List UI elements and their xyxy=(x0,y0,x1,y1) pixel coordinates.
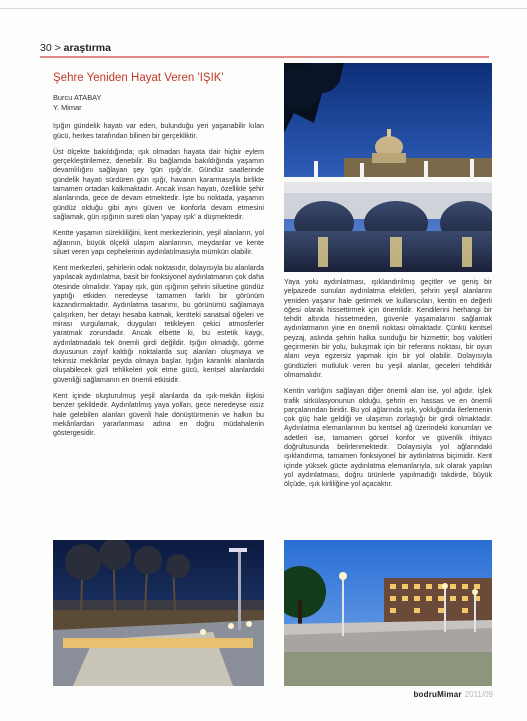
right-column xyxy=(284,278,492,497)
article-title: Şehre Yeniden Hayat Veren 'IŞIK' xyxy=(53,72,224,84)
paragraph: Üst ölçekte bakıldığında; ışık olmadan hayata dair hiçbir eylem gerçekleştirilemez, denebilir. Bu bağlamda bakıldığında yaşamın devamlılığını sağlayan şey 'gün ışığı'dır. Gündüz saatlerinde gündelik hayatı sürdüren gün ışığı, havanın kararmasıyla birlikte tamamen ortadan kalkmaktadır. Ancak insan hayatı, özellikle şehir alanlarında, gece de devam etmektedir. İşte bu noktada, yaşamın gündüz olduğu gibi aynı güven ve konforla devam etmesini sağlamak, gün ışığının sureti olan 'yapay ışık' a düşmektedir. xyxy=(53,147,264,221)
author-name: Burcu ATABAY xyxy=(53,93,102,103)
paragraph: Kent içinde oluşturulmuş yeşil alanlarda da ışık-mekân ilişkisi benzer şekildedir. Aydınlatılmış yaya yolları, gece neredeyse ıssız hale gelebilen alanları güvenli hale dönüştürmenin ve halkın bu mekânlardan yararlanması adına en doğru müdahalenin göstergesidir. xyxy=(53,392,264,438)
section-title: araştırma xyxy=(63,42,111,54)
top-rule xyxy=(0,8,527,9)
paragraph: Yaya yolu aydınlatması, ışıklandırılmış geçitler ve geniş bir yelpazede sunulan aydınlatma efektleri, şehrin yeşil alanlarını yeniden yaşanır hale getirmek ve kullanıcıları, kentin en değerli öğesi olarak hissettirmek için önemlidir. Kendilerini herhangi bir tehdit altında hissetmeden, güvenle yaşamalarını sağlamak aydınlatmanın yine en önemli noktası olmaktadır. Çünkü kentsel peyzaj, aslında şehrin halka sunduğu bir hizmettir; boş vakitleri geçirmenin bir yolu, buluşmak için bir referans noktası, bir oyun alanı veya egzersiz yapmak için bir yol olabilir. Dolayısıyla gündüzleri mutluluk veren bu yeşil alanlar, geceleri tehditkâr olmamalıdır. xyxy=(284,278,492,379)
paragraph: Kent merkezleri, şehirlerin odak noktasıdır, dolayısıyla bu alanlarda yapılacak aydınlatma, basit bir fonksiyonel aydınlatmanın çok daha ötesinde olmalıdır. Yapay ışık, gün ışığının şehrin siluetine gündüz yaptığı etkiden neredeyse tamamen farklı bir görünüm kazandırmaktadır. Aydınlatma tasarımı, bu görünümü sağlamaya çalışırken, her detayı hesaba katmak, kentteki sanatsal öğeleri ve mirası vurgulamak, duyguları tetikleyen çekici atmosferler yaratmak zorundadır. Ancak elbette ki, bu estetik kaygı, aydınlatmadaki tek önemli girdi değildir. Işığın olmadığı, görme duyusunun zayıf kaldığı noktalarda suç alanları oluşmaya ve tekinsiz mekânlar peyda olmaya başlar. Işığın karanlık alanlarda oluşabilecek gizli tehlikeleri yok etme gücü, kentsel alanlardaki güvenliği sağlamanın en önemli etkisidir. xyxy=(53,264,264,384)
page-footer xyxy=(413,690,493,699)
plaza-photo xyxy=(284,540,492,686)
author-block xyxy=(53,93,264,112)
author-title: Y. Mimar xyxy=(53,102,82,112)
paragraph: Işığın gündelik hayatı var eden, bulunduğu yeri yaşanabilir kılan gücü, herkes tarafından bilinen bir gerçekliktir. xyxy=(53,122,264,140)
header-separator: > xyxy=(54,42,61,54)
paragraph: Kentte yaşamın sürekliliğini, kent merkezlerinin, yeşil alanların, yol ağlarının, büyük ölçekli ulaşım alanlarının, meydanlar ve kente siluet veren yapı cephelerinin aydınlatılmasıyla mümkün olabilir. xyxy=(53,229,264,256)
bridge-photo xyxy=(284,63,492,272)
paragraph: Kentin varlığını sağlayan diğer önemli alan ise, yol ağıdır. İşlek trafik sirkülasyonunun olduğu, şehrin en hassas ve en önemli parçalarından biridir. Bu yol ağlarında ışık, yokluğunda ilerlemenin çok güç hale geldiği ve ulaşımın zorlaştığı bir girdi olmaktadır. Aydınlatma elemanlarının bu kentsel ağ üzerindeki konumları ve adetleri ise, tamamen görsel konfor ve güvenlik ihtiyacı doğrultusunda belirlenmektedir. Dolayısıyla yol ağlarındaki ışıklandırma, tamamen fonksiyonel bir aydınlatma biçimidir. Kent içinde yüksek gücte aydınlatma elemanlarıyla, sık olarak yapılan yol aydınlatması, doğru ürünlerle yapılmadığı takdirde, büyük ölçüde, ışık kirliliğine yol açacaktır. xyxy=(284,387,492,489)
park-photo xyxy=(53,540,264,686)
issue-number: 2011/09 xyxy=(464,690,493,699)
magazine-brand: bodruMimar xyxy=(413,690,462,699)
section-header xyxy=(40,42,111,54)
header-rule xyxy=(40,56,489,58)
page-number: 30 xyxy=(40,42,52,54)
left-column xyxy=(53,74,264,446)
